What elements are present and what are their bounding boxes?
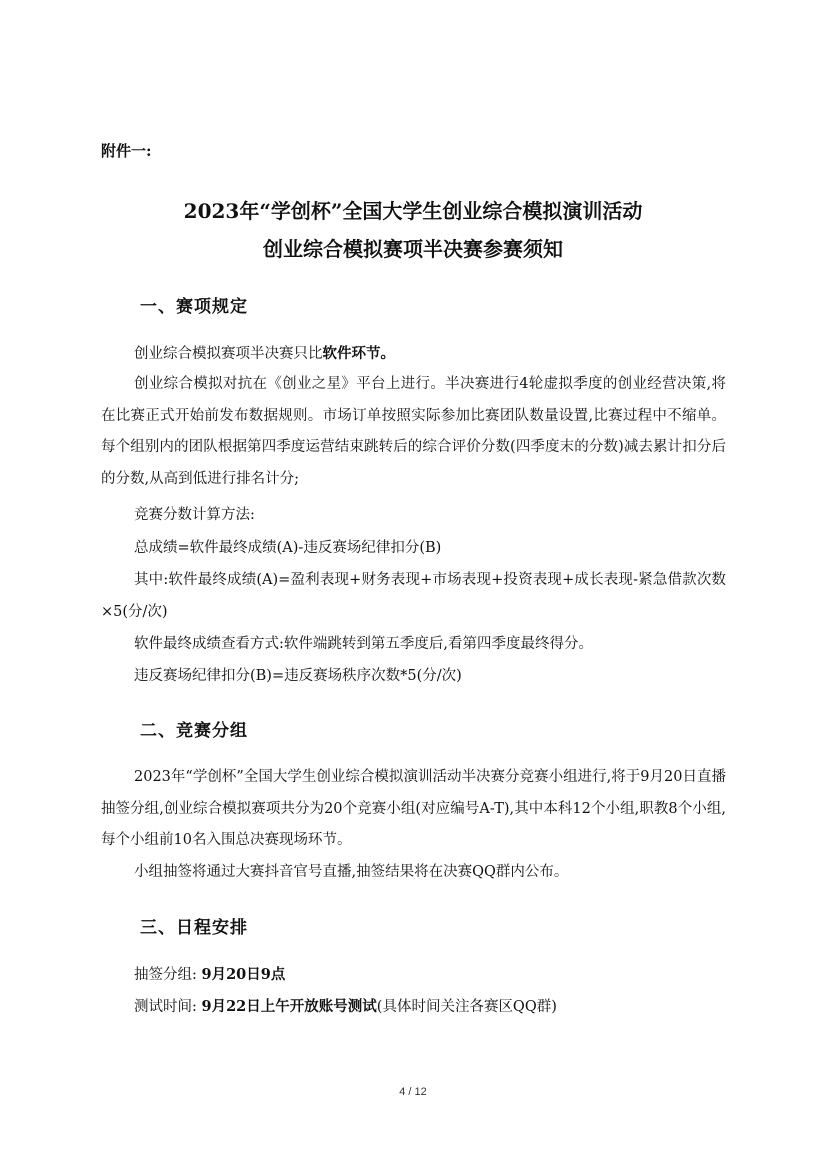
annex-label: 附件一: bbox=[101, 142, 152, 160]
document-title-line2: 创业综合模拟赛项半决赛参赛须知 bbox=[263, 237, 563, 261]
section1-p1-bold: 软件环节。 bbox=[322, 345, 395, 362]
section1-p1-text: 创业综合模拟赛项半决赛只比 bbox=[134, 346, 323, 362]
test-label: 测试时间: bbox=[134, 999, 197, 1015]
section1-paragraph2: 创业综合模拟对抗在《创业之星》平台上进行。半决赛进行4轮虚拟季度的创业经营决策,将在比赛正式开始前发布数据规则。市场订单按照实际参加比赛团队数量设置,比赛过程中不缩单。每个组别内的团队根据第四季度运营结束跳转后的综合评价分数(四季度末的分数)减去累计扣分后的分数,从高到低进行排名计分; bbox=[101, 376, 726, 487]
section3-heading: 三、日程安排 bbox=[140, 918, 248, 938]
test-value: 9月22日上午开放账号测试 bbox=[201, 998, 377, 1015]
test-note: (具体时间关注各赛区QQ群) bbox=[376, 999, 557, 1015]
page-number: 4 / 12 bbox=[399, 1086, 427, 1098]
section2-paragraph1: 2023年“学创杯”全国大学生创业综合模拟演训活动半决赛分竞赛小组进行,将于9月20日直播抽签分组,创业综合模拟赛项共分为20个竞赛小组(对应编号A-T),其中本科12个小组,职教8个小组,每个小组前10名入围总决赛现场环节。 bbox=[101, 769, 726, 848]
section1-paragraph1 bbox=[101, 338, 726, 371]
schedule-test bbox=[101, 991, 726, 1024]
section1-paragraph4: 总成绩=软件最终成绩(A)-违反赛场纪律扣分(B) bbox=[134, 540, 442, 556]
section2-paragraph2: 小组抽签将通过大赛抖音官号直播,抽签结果将在决赛QQ群内公布。 bbox=[134, 864, 569, 880]
schedule-draw bbox=[101, 959, 726, 992]
section1-paragraph5: 其中:软件最终成绩(A)=盈利表现+财务表现+市场表现+投资表现+成长表现-紧急借款次数×5(分/次) bbox=[101, 572, 726, 620]
draw-value: 9月20日9点 bbox=[201, 966, 286, 983]
section1-paragraph7: 违反赛场纪律扣分(B)=违反赛场秩序次数*5(分/次) bbox=[134, 668, 462, 684]
draw-label: 抽签分组: bbox=[134, 967, 197, 983]
document-title-line1: 2023年“学创杯”全国大学生创业综合模拟演训活动 bbox=[183, 199, 643, 223]
section1-heading: 一、赛项规定 bbox=[140, 297, 248, 317]
section2-heading: 二、竞赛分组 bbox=[140, 721, 248, 741]
section1-paragraph6: 软件最终成绩查看方式:软件端跳转到第五季度后,看第四季度最终得分。 bbox=[134, 636, 593, 652]
section1-paragraph3: 竞赛分数计算方法: bbox=[134, 507, 255, 523]
